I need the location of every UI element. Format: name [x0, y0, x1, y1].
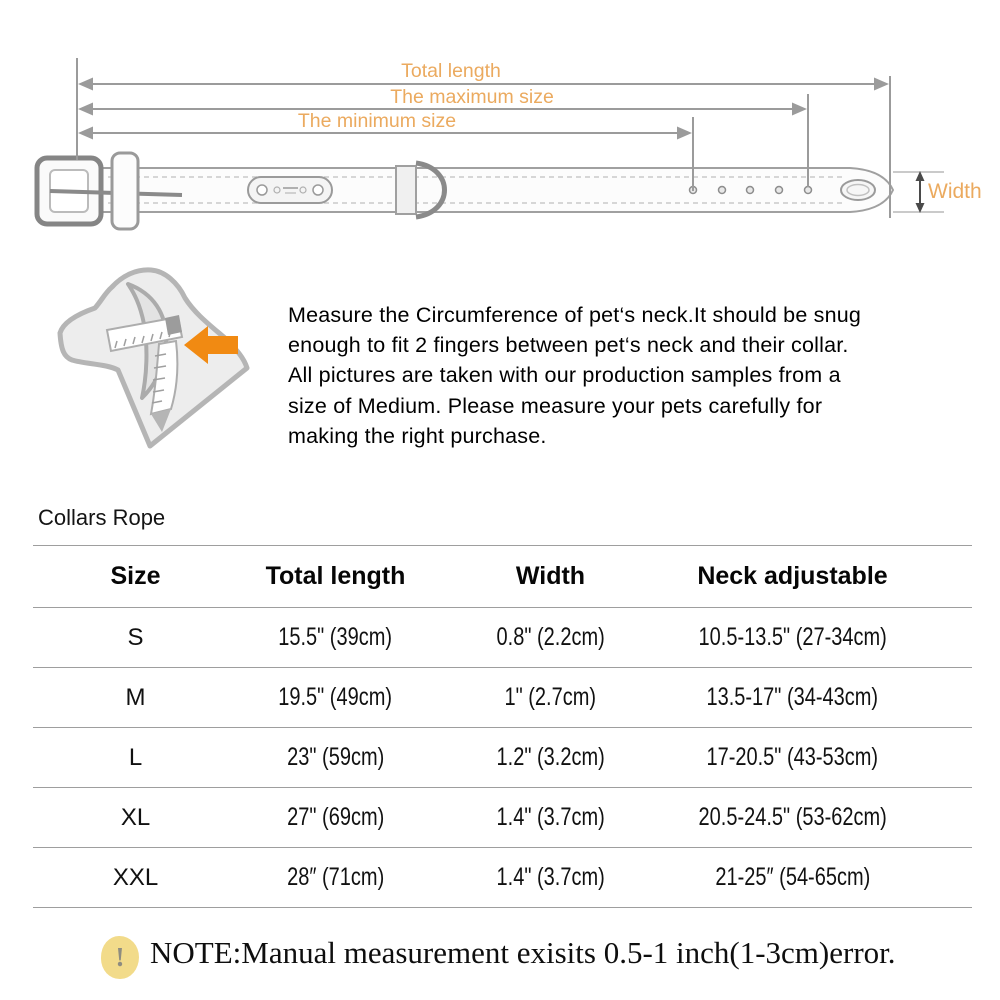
- size-table: [33, 545, 972, 908]
- cell-neck: 13.5-17" (34-43cm): [706, 683, 879, 711]
- instruction-line: enough to fit 2 fingers between pet‘s neck and their collar.: [288, 333, 849, 358]
- cell-width: 0.8" (2.2cm): [496, 623, 605, 651]
- cell-size: S: [127, 623, 144, 651]
- column-header-total-length: Total length: [265, 562, 406, 590]
- tape-clip: [165, 315, 182, 335]
- cell-total-length: 28″ (71cm): [286, 863, 385, 891]
- label-minimum-size: The minimum size: [297, 110, 457, 132]
- table-header-row: [33, 546, 972, 608]
- cell-size: XL: [120, 803, 151, 831]
- keeper-loop: [112, 153, 138, 229]
- section-title: Collars Rope: [38, 505, 166, 530]
- cell-neck: 21-25″ (54-65cm): [715, 863, 870, 891]
- cell-width: 1.2" (3.2cm): [496, 743, 605, 771]
- column-header-size: Size: [110, 562, 161, 590]
- instruction-line: making the right purchase.: [288, 423, 547, 448]
- exclamation-glyph: !: [115, 942, 125, 972]
- cell-total-length: 23" (59cm): [286, 743, 385, 771]
- cell-width: 1.4" (3.7cm): [496, 803, 605, 831]
- cell-size: XXL: [112, 863, 159, 891]
- cell-total-length: 27" (69cm): [286, 803, 385, 831]
- cell-neck: 20.5-24.5" (53-62cm): [698, 803, 887, 831]
- instruction-line: Measure the Circumference of pet‘s neck.It should be snug: [288, 303, 862, 327]
- table-row: [33, 848, 972, 908]
- dog-measurement-illustration: [45, 256, 260, 468]
- table-row: [33, 788, 972, 848]
- label-width: Width: [928, 180, 982, 203]
- column-header-neck-adjustable: Neck adjustable: [697, 562, 888, 590]
- table-row: [33, 668, 972, 728]
- collar-illustration: [37, 153, 893, 229]
- cell-size: L: [128, 743, 143, 771]
- cell-neck: 17-20.5" (43-53cm): [706, 743, 879, 771]
- cell-total-length: 15.5" (39cm): [278, 623, 393, 651]
- label-total-length: Total length: [401, 60, 501, 82]
- instruction-line: size of Medium. Please measure your pets carefully for: [288, 393, 823, 418]
- cell-size: M: [125, 683, 146, 711]
- note-text: NOTE:Manual measurement exisits 0.5-1 inch(1-3cm)error.: [150, 935, 896, 970]
- cell-width: 1.4" (3.7cm): [496, 863, 605, 891]
- table-row: [33, 728, 972, 788]
- exclamation-icon: [101, 936, 139, 979]
- tip-tag: [841, 180, 875, 200]
- collar-diagram: [0, 0, 1000, 250]
- column-header-width: Width: [515, 562, 586, 590]
- measuring-instructions: [288, 300, 968, 451]
- name-plate: [248, 177, 332, 203]
- instruction-line: All pictures are taken with our production samples from a: [288, 363, 841, 388]
- cell-width: 1" (2.7cm): [504, 683, 597, 711]
- label-maximum-size: The maximum size: [390, 86, 554, 108]
- cell-neck: 10.5-13.5" (27-34cm): [698, 623, 887, 651]
- table-row: [33, 608, 972, 668]
- cell-total-length: 19.5" (49cm): [278, 683, 393, 711]
